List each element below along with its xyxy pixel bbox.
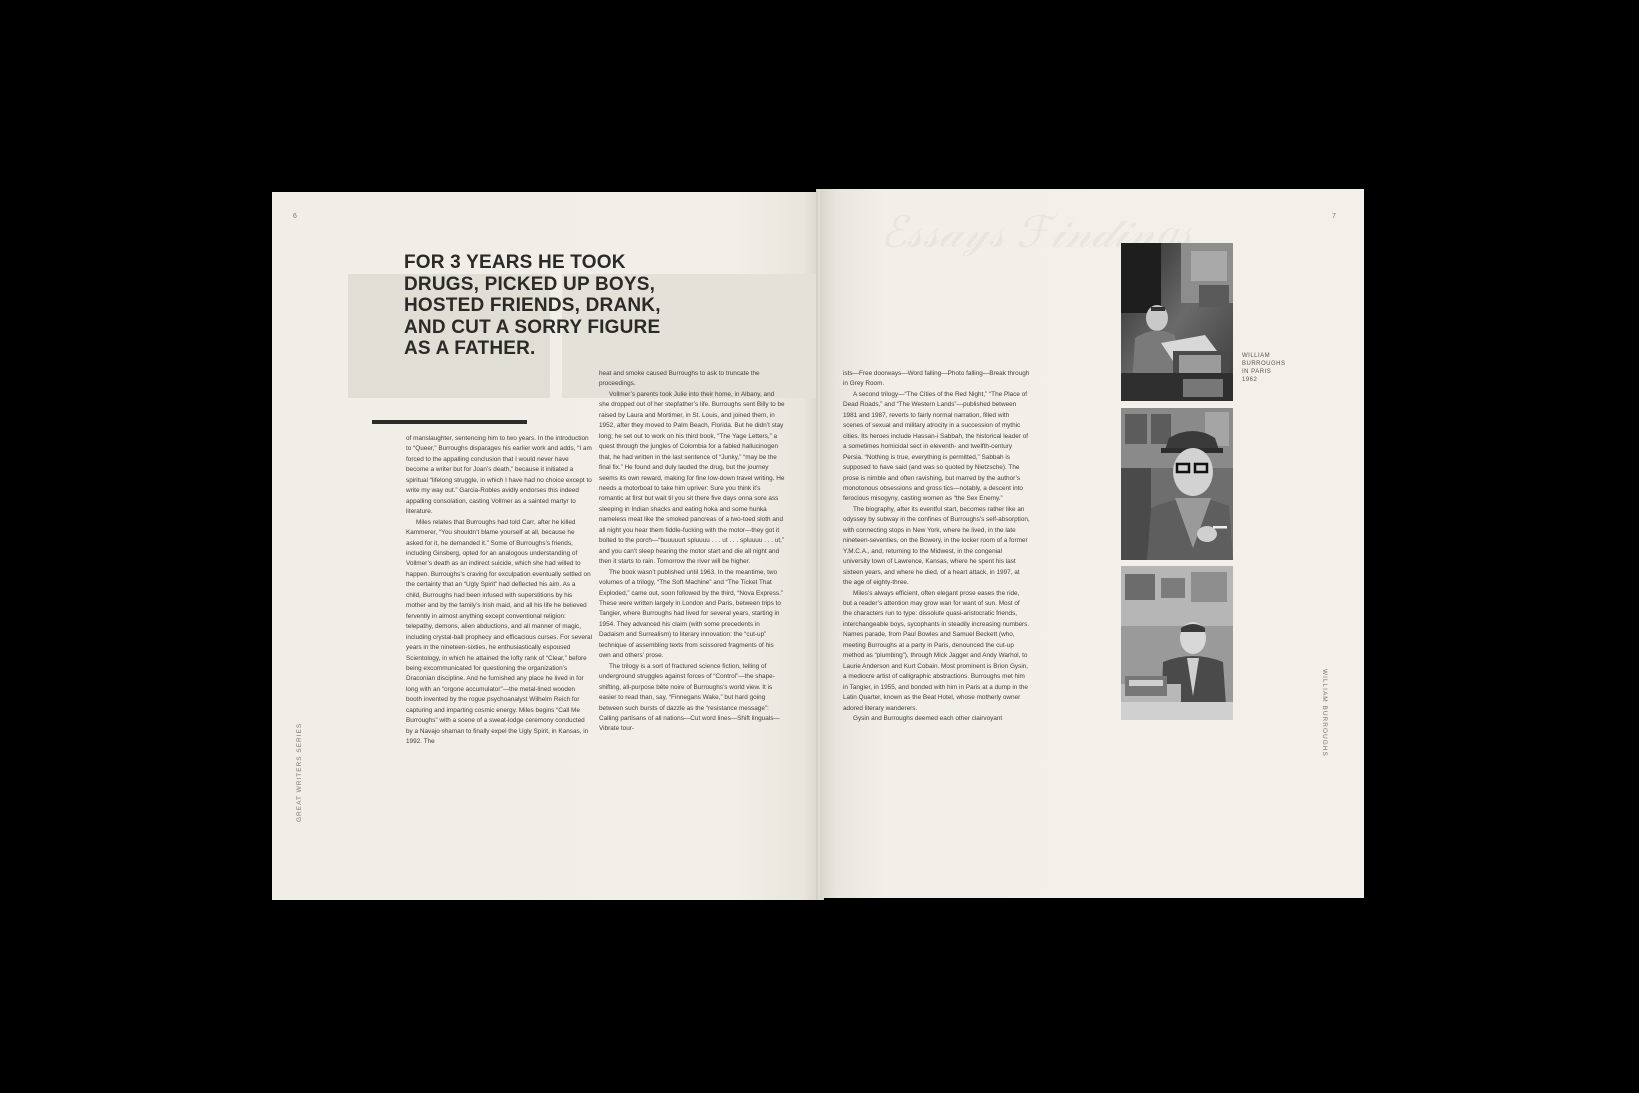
headline-rule <box>372 420 527 424</box>
photo-burroughs-seated <box>1121 566 1233 720</box>
paragraph: Vollmer’s parents took Julie into their home, in Albany, and she dropped out of her stepfather’s life. Burroughs sent Billy to be raised by Laura and Mortimer, in St. Louis, and joined them, in 1952, after they moved to Palm Beach, Florida. But he didn’t stay long; he set out to work on his third book, “The Yage Letters,” a quest through the jungles of Colombia for a fabled hallucinogen that, he had written in the last sentence of “Junky,” “may be the final fix.” He found and duly lauded the drug, but the journey seems its own reward, making for fine low-down travel writing. He needs a motorboat to take him upriver: Sure you think it’s romantic at first but wait til you sit there five days onna sore ass sleeping in Indian shacks and eating hoka and some hunka nameless meat like the smoked pancreas of a two-toed sloth and all night you hear them fiddle-fucking with the motor—they got it bolted to the porch—“buuuuurt spluuuu . . . ut . . . spluuuu . . . ut,” and you can’t sleep hearing the motor start and die all night and then it starts to rain. Tomorrow the river will be higher. <box>599 390 785 566</box>
paragraph: The biography, after its eventful start, becomes rather like an odyssey by subway in the confines of Burroughs’s self-absorption, with connecting stops in New York, where he lived, in the late nineteen-seventies, on the Bowery, in the locker room of a former Y.M.C.A., and, returning to the Midwest, in the congenial university town of Lawrence, Kansas, where he spent his last sixteen years, and where he died, of a heart attack, in 1997, at the age of eighty-three. <box>843 505 1030 587</box>
caption-line: 1962 <box>1242 377 1258 383</box>
running-head-right: WILLIAM BURROUGHS <box>1321 669 1328 757</box>
left-page <box>272 192 820 900</box>
paragraph: A second trilogy—“The Cities of the Red Night,” “The Place of Dead Roads,” and “The Western Lands”—published between 1981 and 1987, reverts to fairly normal narration, filled with scenes of sexual and military atrocity in a succession of mythic cities. Its heroes include Hassan-i Sabbah, the historical leader of a sometimes homicidal sect in eleventh- and twelfth-century Persia. “Nothing is true, everything is permitted,” Sabbah is supposed to have said (and was so quoted by Nietzsche). The prose is nimble and often ravishing, but marred by the author’s monotonous obsessions and gross tics—notably, a descent into ferocious misogyny, casting women as “the Sex Enemy.” <box>843 390 1029 503</box>
paragraph: The trilogy is a sort of fractured science fiction, telling of underground struggles against forces of “Control”—the shape-shifting, all-purpose bête noire of Burroughs’s world view. It is easier to read than, say, “Finnegans Wake,” but hard going between such bursts of dazzle as the “resistance message”: Calling partisans of all nations—Cut word lines—Shift linguals—Vibrate tour- <box>599 662 780 733</box>
caption-line: WILLIAM <box>1242 353 1271 359</box>
running-head-left: GREAT WRITERS SERIES <box>296 722 303 822</box>
page-number-right: 7 <box>1332 213 1337 220</box>
right-page-column-1 <box>843 369 1030 724</box>
photo-burroughs-in-hat <box>1121 408 1233 560</box>
paragraph: of manslaughter, sentencing him to two years. In the introduction to “Queer,” Burroughs disparages his earlier work and adds, “I am forced to the appalling conclusion that I would never have become a writer but for Joan’s death,” because it initiated a spiritual “lifelong struggle, in which I have had no choice except to write my way out.” Garcia-Robles avidly endorses this indeed appalling consolation, casting Vollmer as a sainted martyr to literature. <box>406 435 592 516</box>
left-page-column-2 <box>599 369 786 735</box>
paragraph: heat and smoke caused Burroughs to ask to truncate the proceedings. <box>599 370 760 388</box>
paragraph: ists—Free doorways—Word falling—Photo falling—Break through in Grey Room. <box>843 370 1030 388</box>
headline: FOR 3 YEARS HE TOOK DRUGS, PICKED UP BOYS, HOSTED FRIENDS, DRANK, AND CUT A SORRY FIGURE AS A FATHER. <box>404 252 661 359</box>
paragraph: Miles’s always efficient, often elegant prose eases the ride, but a reader’s attention may grow wan for want of sun. Most of the characters run to type: dissolute quasi-aristocratic friends, interchangeable boys, sycophants in steadily increasing numbers. Names parade, from Paul Bowles and Samuel Beckett (who, meeting Burroughs at a party in Paris, denounced the cut-up method as “plumbing”), through Mick Jagger and Andy Warhol, to Laurie Anderson and Kurt Cobain. Most prominent is Brion Gysin, a mediocre artist of calligraphic abstractions. Burroughs met him in Tangier, in 1955, and bonded with him in Paris at a dump in the Latin Quarter, known as the Beat Hotel, whose motherly owner adored literary wanderers. <box>843 589 1030 712</box>
caption-line: IN PARIS <box>1242 369 1272 375</box>
photo-caption <box>1242 352 1286 384</box>
paragraph: The book wasn’t published until 1963. In the meantime, two volumes of a trilogy, “The Soft Machine” and “The Ticket That Exploded,” came out, soon followed by the third, “Nova Express.” These were written largely in London and Paris, between trips to Tangier, where Burroughs had lived for several years, starting in 1954. They advanced his claim (with some precedents in Dadaism and Surrealism) to literary innovation: the “cut-up” technique of assembling texts from scissored fragments of his own and others’ prose. <box>599 568 783 660</box>
paragraph: Miles relates that Burroughs had told Carr, after he killed Kammerer, “You shouldn’t blame yourself at all, because he asked for it, he demanded it.” Some of Burroughs’s friends, including Ginsberg, opted for an analogous understanding of Vollmer’s death as an indirect suicide, which she had willed to happen. Burroughs’s craving for exculpation eventually settled on the certainty that an “Ugly Spirit” had deflected his aim. As a child, Burroughs had been infused with superstitions by his mother and by the family’s Irish maid, and all his life he believed fervently in almost anything except conventional religion: telepathy, demons, alien abductions, and all manner of magic, including crystal-ball prophecy and efficacious curses. For several years in the nineteen-sixties, he enthusiastically espoused Scientology, in which he attained the lofty rank of “Clear,” before being excommunicated for questioning the organization’s Draconian discipline. And he furnished any place he lived in for long with an “orgone accumulator”—the metal-lined wooden booth invented by the rogue psychoanalyst Wilhelm Reich for capturing and imparting cosmic energy. Miles begins “Call Me Burroughs” with a scene of a sweat-lodge ceremony conducted by a Navajo shaman to finally expel the Ugly Spirit, in Kansas, in 1992. The <box>406 518 593 746</box>
page-number-left: 6 <box>293 213 298 220</box>
paragraph: Gysin and Burroughs deemed each other clairvoyant <box>853 714 1003 722</box>
right-page <box>820 189 1364 898</box>
photo-burroughs-at-desk <box>1121 243 1233 401</box>
left-page-column-1 <box>406 434 592 748</box>
caption-line: BURROUGHS <box>1242 361 1286 367</box>
